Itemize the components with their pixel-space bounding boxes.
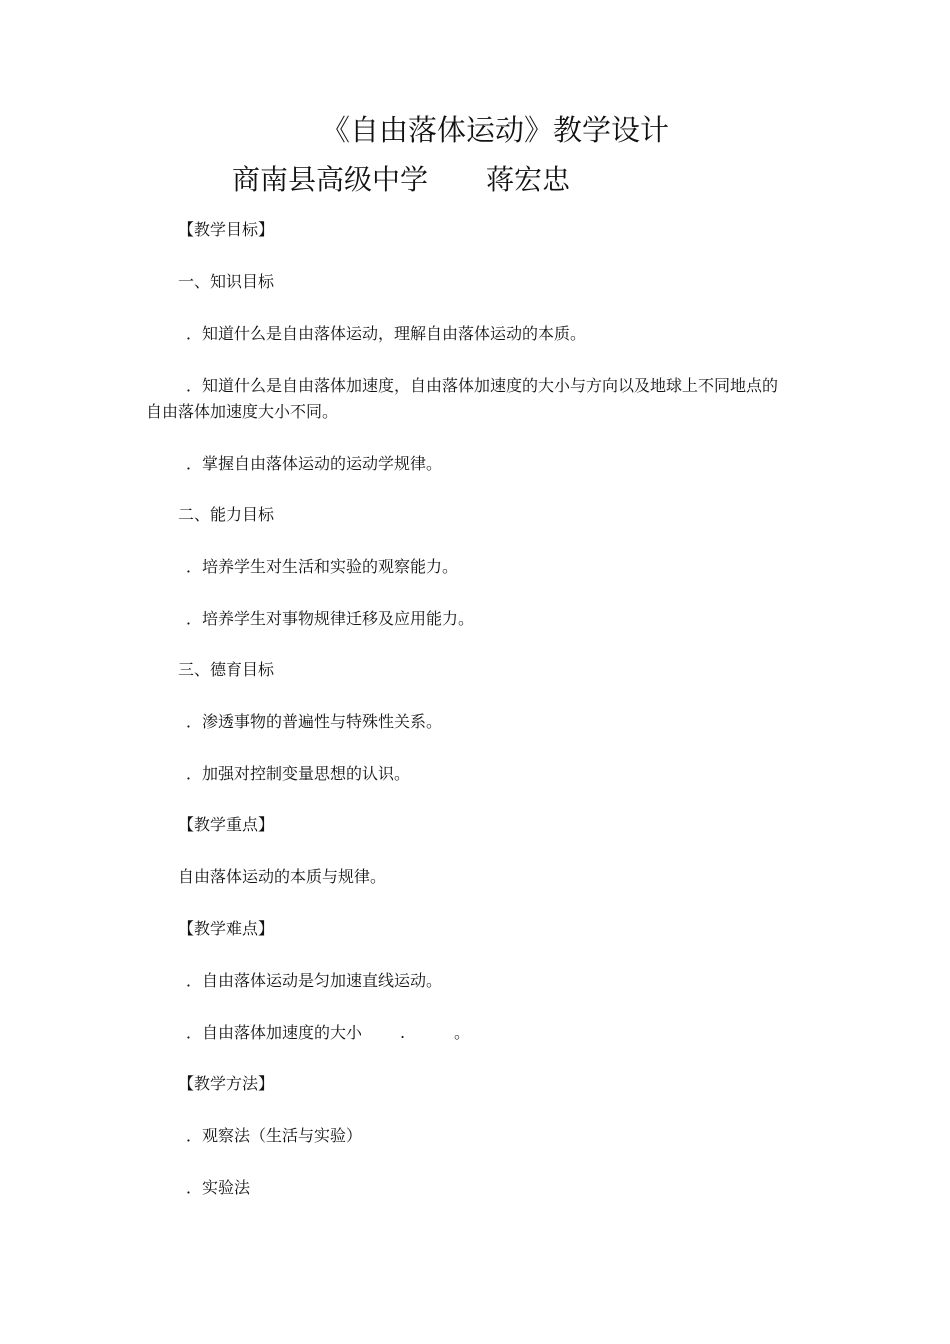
difficulty-item-period: 。 [454, 1023, 471, 1042]
method-item: ．观察法（生活与实验） [186, 1126, 363, 1145]
method-heading: 【教学方法】 [178, 1074, 275, 1093]
moral-item: ．渗透事物的普遍性与特殊性关系。 [186, 712, 443, 731]
method-item: ．实验法 [186, 1178, 251, 1197]
ability-item: ．培养学生对生活和实验的观察能力。 [186, 557, 459, 576]
knowledge-heading: 一、知识目标 [178, 272, 275, 291]
document-title: 《自由落体运动》教学设计 [320, 113, 669, 147]
difficulty-heading: 【教学难点】 [178, 919, 275, 938]
ability-item: ．培养学生对事物规律迁移及应用能力。 [186, 609, 475, 628]
author-name: 蒋宏忠 [486, 163, 571, 196]
knowledge-item-continuation: 自由落体加速度大小不同。 [146, 402, 339, 421]
moral-heading: 三、德育目标 [178, 660, 275, 679]
author-line [232, 162, 570, 198]
key-heading: 【教学重点】 [178, 815, 275, 834]
moral-item: ．加强对控制变量思想的认识。 [186, 764, 411, 783]
difficulty-item-dot: . [400, 1023, 406, 1042]
objectives-heading: 【教学目标】 [178, 220, 275, 239]
knowledge-item: ．掌握自由落体运动的运动学规律。 [186, 454, 443, 473]
ability-heading: 二、能力目标 [178, 505, 275, 524]
key-text: 自由落体运动的本质与规律。 [178, 867, 387, 886]
knowledge-item: ．知道什么是自由落体加速度，自由落体加速度的大小与方向以及地球上不同地点的 [186, 376, 779, 395]
difficulty-item: ．自由落体加速度的大小 [186, 1023, 363, 1042]
knowledge-item: ．知道什么是自由落体运动，理解自由落体运动的本质。 [186, 324, 587, 343]
school-name: 商南县高级中学 [232, 163, 429, 196]
difficulty-item: ．自由落体运动是匀加速直线运动。 [186, 971, 443, 990]
